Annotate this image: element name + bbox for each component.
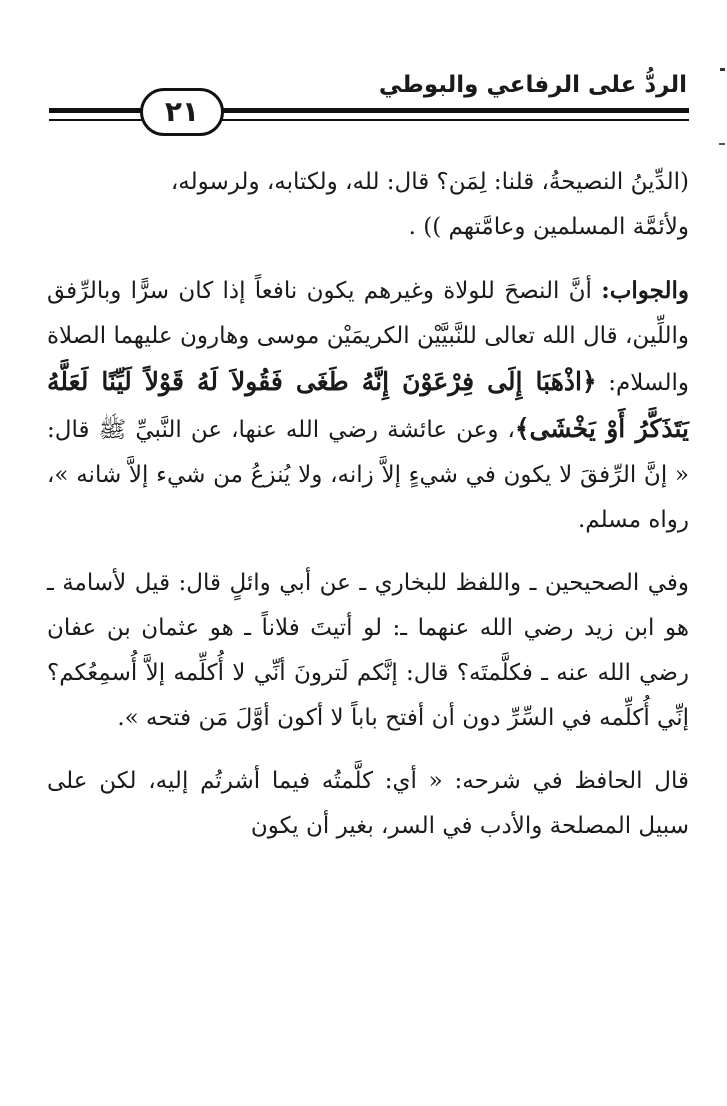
page-number-frame [140,88,224,136]
paragraph-sahihayn [47,561,689,741]
paragraph-hafiz-commentary [47,759,689,849]
paragraph-answer [47,268,689,543]
paragraph-hadith-nasiha [47,160,689,250]
text-line: ولأئمَّة المسلمين وعامَّتهم )) . [408,214,689,240]
scan-mark-side [719,143,725,145]
page-number: ٢١ [164,95,200,128]
answer-lead: والجواب: [601,277,690,304]
text-run: موسى وهارون عليهما الصلاة والسلام: [47,323,690,396]
text-line: (الدِّينُ النصيحةُ، قلنا: لِمَن؟ قال: لله، ولكتابه، ولرسوله، [170,169,689,195]
text-run: وفي الصحيحين ـ واللفظ للبخاري ـ عن أبي وائلٍ قال: قيل لأسامة ـ هو ابن زيد رضي الله عنهما ـ: لو أتيتَ فلاناً ـ هو عثمان بن عفان رضي الله عنه ـ فكلَّمتَه؟ قال: إنَّكم لَترونَ أنِّي لا أُكلِّمه إلاَّ أُسمِعُكم؟ إنِّي أُكلِّمه في السِّرِّ دون أن أفتح باباً لا أكون أوَّلَ مَن فتحه ». [47,570,690,731]
text-run: أنَّ النصحَ للولاة وغيرهم يكون نافعاً إذا [222,278,602,304]
text-run: كان سرًّا وبالرِّفق واللِّين، قال الله تعالى للنَّبيَّيْن الكريمَيْن [47,278,690,349]
quran-verse: ﴿اذْهَبَا إِلَى فِرْعَوْنَ إِنَّهُ طَغَى فَقُولاَ لَهُ قَوْلاً لَيِّنًا لَعَلَّهُ يَتَذَكَّرُ أَوْ يَخْشَى﴾ [47,367,689,443]
text-run: ، وعن عائشة رضي الله عنها، عن النَّبيِّ ﷺ قال: « إنَّ الرِّفقَ لا يكون في شيءٍ إلاَّ زانه، ولا يُنزعُ من شيء إلاَّ شانه »، رواه مسلم. [47,417,689,533]
scan-mark [720,68,725,71]
text-run: قال الحافظ في شرحه: « أي: كلَّمتُه فيما أشرتُم إليه، لكن على سبيل المصلحة والأدب في السر، بغير أن يكون [47,768,689,839]
running-title: الردُّ على الرفاعي والبوطي [378,72,687,98]
body-text [47,160,689,849]
